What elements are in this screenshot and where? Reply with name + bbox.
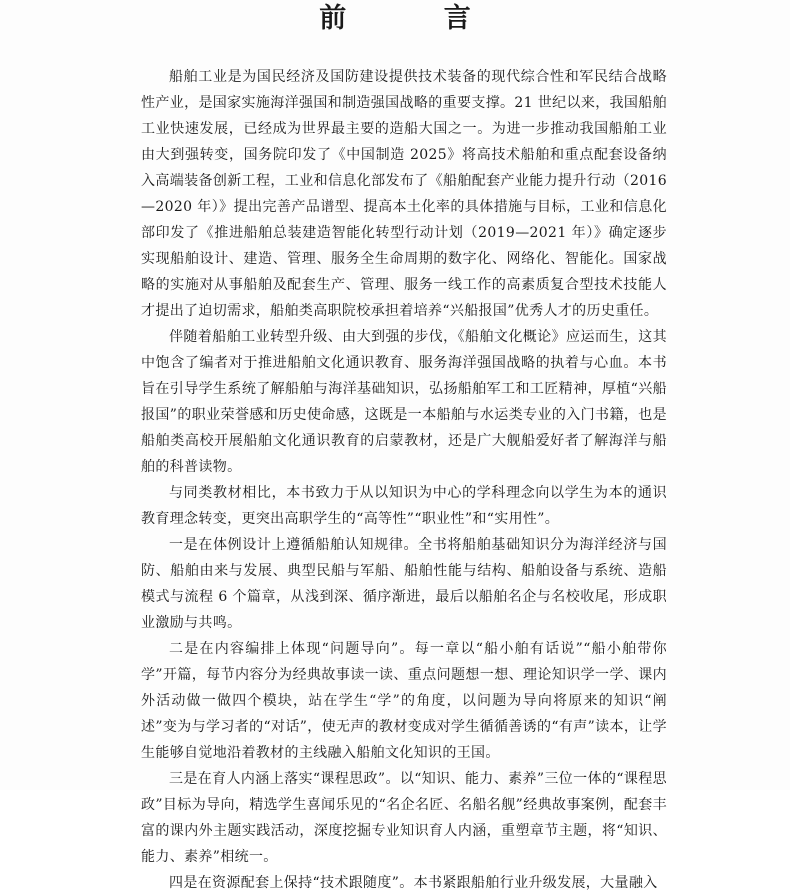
paragraph: 一是在体例设计上遵循船舶认知规律。全书将船舶基础知识分为海洋经济与国防、船舶由来与发展、典型民船与军船、船舶性能与结构、船舶设备与系统、造船模式与流程 6 个篇章，从浅到深、循序渐进，最后以船舶名企与名校收尾，形成职业激励与共鸣。 [141,537,667,631]
paragraph: 四是在资源配套上保持“技术跟随度”。本书紧跟船舶行业升级发展，大量融入 [169,875,658,891]
page-title: 前 言 [319,3,515,34]
paragraph: 与同类教材相比，本书致力于从以知识为中心的学科理念向以学生为本的通识教育理念转变，更突出高职学生的“高等性”“职业性”和“实用性”。 [141,485,667,527]
document-body [141,64,667,896]
paragraph: 三是在育人内涵上落实“课程思政”。以“知识、能力、素养”三位一体的“课程思政”目标为导向，精选学生喜闻乐见的“名企名匠、名船名舰”经典故事案例，配套丰富的课内外主题实践活动，深度挖掘专业知识育人内涵，重塑章节主题，将“知识、能力、素养”相统一。 [141,771,667,865]
paragraph: 船舶工业是为国民经济及国防建设提供技术装备的现代综合性和军民结合战略性产业，是国家实施海洋强国和制造强国战略的重要支撑。21 世纪以来，我国船舶工业快速发展，已经成为世界最主要的造船大国之一。为进一步推动我国船舶工业由大到强转变，国务院印发了《中国制造 2025》将高技术船舶和重点配套设备纳入高端装备创新工程，工业和信息化部发布了《船舶配套产业能力提升行动（2016—2020 年）》提出完善产品谱型、提高本土化率的具体措施与目标，工业和信息化部印发了《推进船舶总装建造智能化转型行动计划（2019—2021 年）》确定逐步实现船舶设计、建造、管理、服务全生命周期的数字化、网络化、智能化。国家战略的实施对从事船舶及配套生产、管理、服务一线工作的高素质复合型技术技能人才提出了迫切需求，船舶类高职院校承担着培养“兴船报国”优秀人才的历史重任。 [141,69,667,319]
paragraph: 二是在内容编排上体现“问题导向”。每一章以“船小舶有话说”“船小舶带你学”开篇，每节内容分为经典故事读一读、重点问题想一想、理论知识学一学、课内外活动做一做四个模块，站在学生“学”的角度，以问题为导向将原来的知识“阐述”变为与学习者的“对话”，使无声的教材变成对学生循循善诱的“有声”读本，让学生能够自觉地沿着教材的主线融入船舶文化知识的王国。 [141,641,667,761]
paragraph: 伴随着船舶工业转型升级、由大到强的步伐，《船舶文化概论》应运而生，这其中饱含了编者对于推进船舶文化通识教育、服务海洋强国战略的执着与心血。本书旨在引导学生系统了解船舶与海洋基础知识，弘扬船舶军工和工匠精神，厚植“兴船报国”的职业荣誉感和历史使命感，这既是一本船舶与水运类专业的入门书籍，也是船舶类高校开展船舶文化通识教育的启蒙教材，还是广大舰船爱好者了解海洋与船舶的科普读物。 [141,329,667,475]
